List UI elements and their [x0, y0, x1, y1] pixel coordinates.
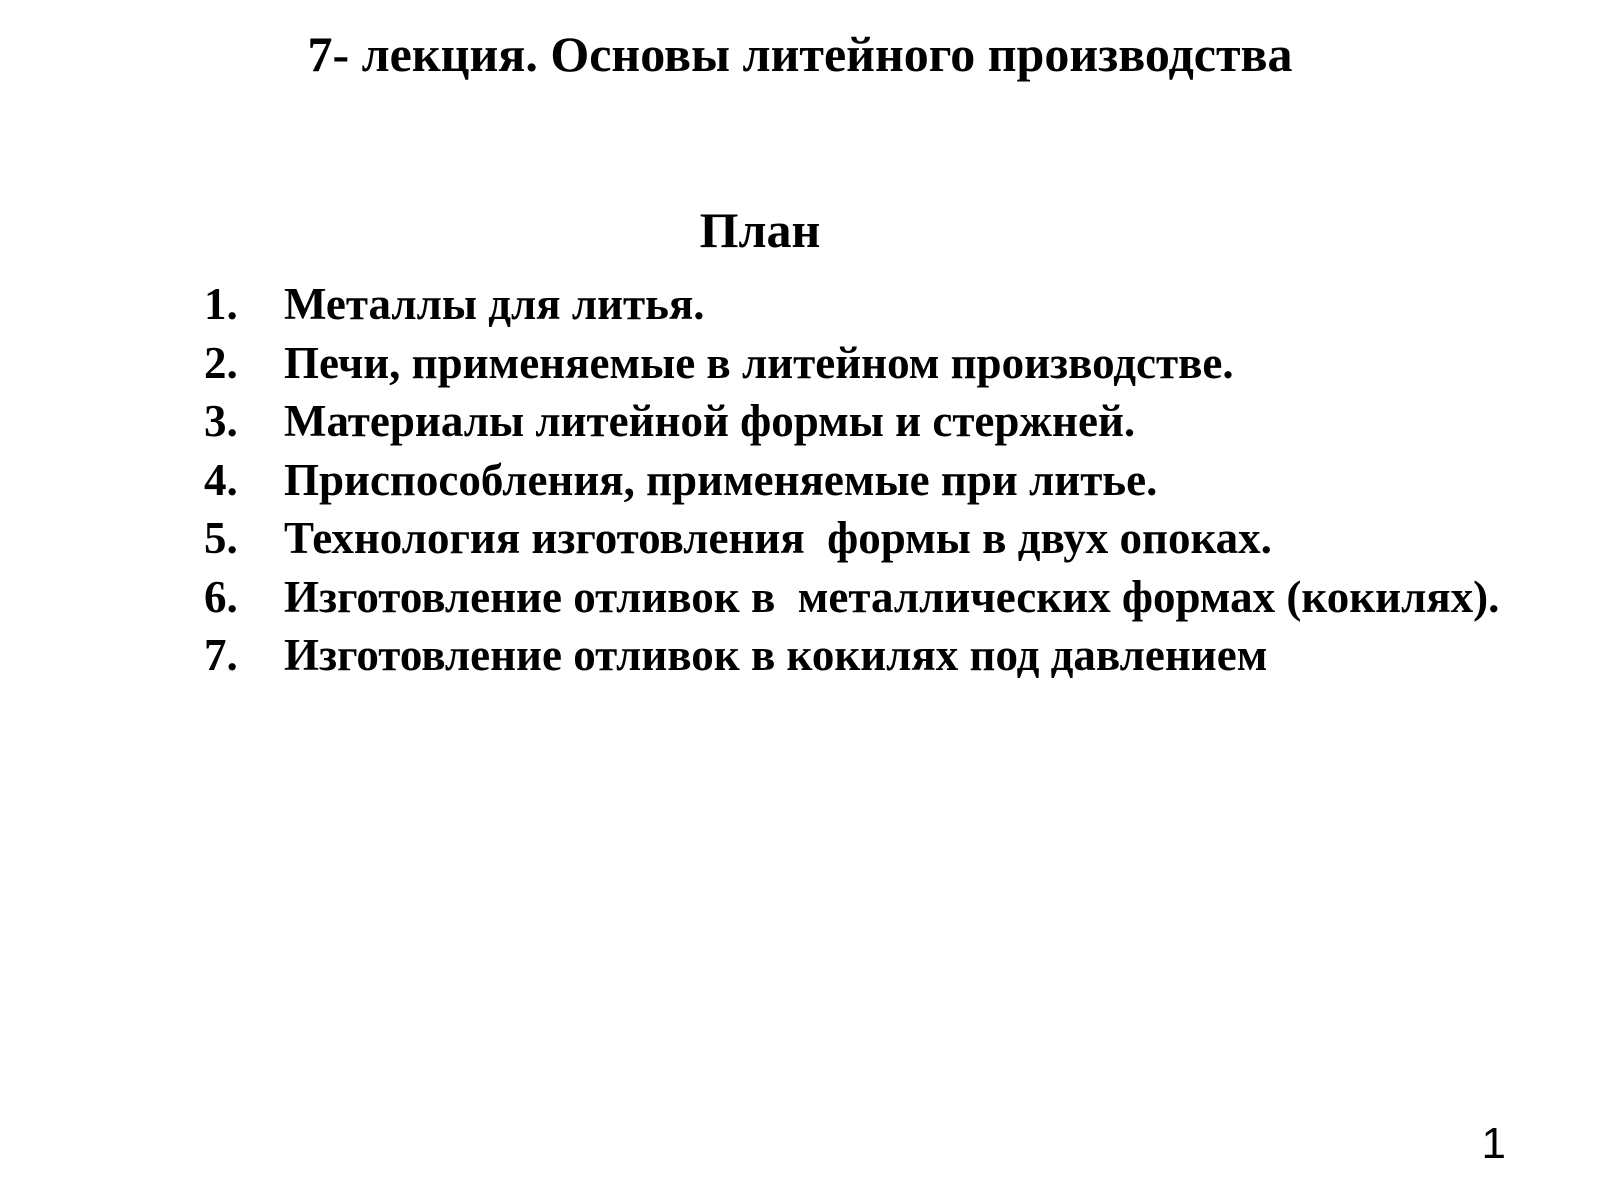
- plan-item-number: 7.: [204, 630, 238, 680]
- plan-item-text: Приспособления, применяемые при литье.: [284, 454, 1158, 505]
- page-number: 1: [1481, 1119, 1506, 1168]
- plan-item-3: [204, 392, 1504, 451]
- lecture-title: 7- лекция. Основы литейного производства: [307, 26, 1293, 82]
- plan-item-number: 6.: [204, 571, 238, 622]
- plan-item-text: Печи, применяемые в литейном производстве.: [284, 337, 1234, 388]
- plan-item-text: Изготовление отливок в кокилях под давлением: [284, 630, 1268, 680]
- plan-item-number: 1.: [204, 279, 238, 329]
- plan-item-2: [204, 334, 1504, 393]
- plan-item-text: Технология изготовления формы в двух опоках.: [284, 513, 1272, 563]
- plan-item-5: [204, 509, 1504, 568]
- plan-item-7: [204, 626, 1504, 685]
- plan-heading: План: [699, 202, 821, 258]
- plan-item-6: [204, 568, 1504, 627]
- plan-item-number: 3.: [204, 396, 238, 446]
- plan-item-number: 4.: [204, 454, 238, 505]
- plan-item-text: Изготовление отливок в металлических формах (кокилях).: [284, 571, 1500, 622]
- plan-list: [204, 275, 1504, 685]
- plan-item-number: 5.: [204, 513, 238, 563]
- plan-item-text: Металлы для литья.: [284, 279, 705, 329]
- plan-item-number: 2.: [204, 337, 238, 388]
- plan-item-1: [204, 275, 1504, 334]
- plan-item-text: Материалы литейной формы и стержней.: [284, 396, 1136, 446]
- plan-item-4: [204, 451, 1504, 510]
